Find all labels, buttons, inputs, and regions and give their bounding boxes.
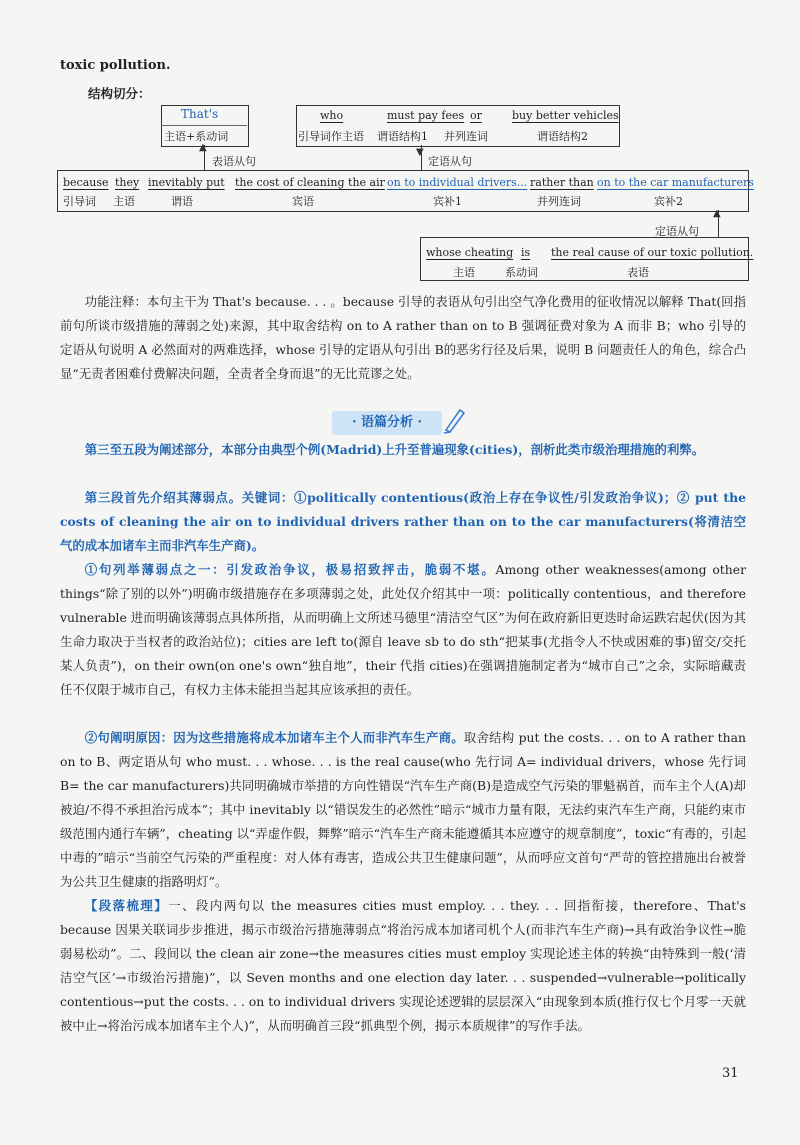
inevitably-put-text: inevitably put — [148, 176, 225, 189]
car-manufacturers-text: on to the car manufacturers — [597, 176, 754, 189]
sentence-1-analysis — [60, 558, 746, 702]
analysis-intro — [60, 438, 746, 462]
who-role: 引导词作主语 — [298, 130, 364, 143]
rather-than-text: rather than — [530, 176, 594, 189]
is-role: 系动词 — [505, 266, 538, 279]
sentence-1-body: Among other weaknesses(among other things“除了别的以外”)明确市级措施存在多项薄弱之处，此处仅介绍其中一项：politically contentious，and therefore vulnerable 进而明确该薄弱点具体所指，从而明确上文所述马德里“清洁空气区”为何在政府新旧更迭时命运跌宕起伏(因为其生命力取决于当权者的政治站位)；cities are left to(源自 leave sb to do sth“把某事(尤指令人不快或困难的事)留交/交托某人负责”)，on their own(on one's own“独自地”，their 代指 cities)在强调措施制定者为“城市自己”之余，实际暗藏责任不仅限于城市自己，有权力主体未能担当起其应该承担的责任。 — [60, 562, 746, 697]
pen-icon — [442, 404, 468, 434]
sentence-2-body: 取舍结构 put the costs. . . on to A rather than on to B、两定语从句 who must. . . whose. . . is the real cause(who 先行词 A= individual drivers，whose 先行词 B= the car manufacturers)共同明确城市举措的方向性错误“汽车生产商(B)是造成空气污染的罪魁祸首，而车主个人(A)却被迫/不得不承担治污成本”；其中 inevitably 以“错误发生的必然性”暗示“城市力量有限，无法约束汽车生产商，只能约束市级范围内通行车辆”，cheating 以“弄虚作假，舞弊”暗示“汽车生产商未能遵循其本应遵守的规章制度”，toxic“有毒的，引起中毒的”暗示“当前空气污染的严重程度：对人体有毒害，造成公共卫生健康问题”，从而呼应文首句“严苛的管控措施出台被誉为公共卫生健康的指路明灯”。 — [60, 730, 747, 889]
label-attributive-clause-1: 定语从句 — [428, 155, 472, 168]
sentence-1-heading: ①句列举薄弱点之一：引发政治争议，极易招致抨击，脆弱不堪。 — [84, 562, 496, 577]
who-text: who — [320, 109, 344, 122]
analysis-intro-text: 第三至五段为阐述部分，本部分由典型个例(Madrid)上升至普遍现象(cities)，剖析此类市级治理措施的利弊。 — [84, 442, 705, 457]
sentence-2-analysis — [60, 726, 746, 894]
because-text: because — [63, 176, 109, 189]
real-cause-role: 表语 — [627, 266, 649, 279]
because-role: 引导词 — [63, 195, 96, 208]
sentence-2-heading: ②句阐明原因：因为这些措施将成本加诸车主个人而非汽车生产商。 — [84, 730, 464, 745]
page-number: 31 — [722, 1066, 739, 1081]
car-manufacturers-role: 宾补2 — [654, 195, 683, 208]
whose-cheating-text: whose cheating — [426, 246, 514, 259]
function-note-text: 功能注释：本句主干为 That's because. . . 。because 引导的表语从句引出空气净化费用的征收情况以解释 That(回指前句所谈市级措施的薄弱之处)来源，其中取舍结构 on to A rather than on to B 强调征费对象为 A 而非 B；who 引导的定语从句说明 A 必然面对的两难选择，whose 引导的定语从句引出 B的恶劣行径及后果，说明 B 问题责任人的角色，综合凸显“无责者困难付费解决问题，全责者全身而退”的无比荒谬之处。 — [60, 294, 746, 381]
whose-role: 主语 — [453, 266, 475, 279]
is-text: is — [521, 246, 531, 259]
summary-body: 一、段内两句以 the measures cities must employ. . . they. . . 回指衔接，therefore、That's because 因果关联词步步推进，揭示市级治污措施薄弱点“将治污成本加诸司机个人(而非汽车生产商)→具有政治争议性→脆弱易松动”。二、段间以 the clean air zone→the measures cities must employ 实现论述主体的转换“由特殊到一般(‘清洁空气区’→市级治污措施)”，以 Seven months and one election day later. . . suspended→vulnerable→politically contentious→put the costs. . . on to individual drivers 实现论述逻辑的层层深入“由现象到本质(推行仅七个月零一天就被中止→将治污成本加诸车主个人)”，从而明确首三段“抓典型个例，揭示本质规律”的写作手法。 — [60, 898, 747, 1033]
buy-better-role: 谓语结构2 — [537, 130, 588, 143]
structure-label: 结构切分： — [88, 86, 151, 101]
paragraph-summary — [60, 894, 746, 1038]
they-role: 主语 — [113, 195, 135, 208]
they-text: they — [115, 176, 140, 189]
keywords-text: 第三段首先介绍其薄弱点。关键词：①politically contentious(政治上存在争议性/引发政治争议)；② put the costs of cleaning the air on to individual drivers rather than on to the car manufacturers(将清洁空气的成本加诸车主而非汽车生产商)。 — [60, 490, 746, 553]
buy-better-text: buy better vehicles — [512, 109, 619, 122]
function-note — [60, 290, 746, 386]
rather-than-role: 并列连词 — [537, 195, 581, 208]
individual-drivers-text: on to individual drivers... — [387, 176, 528, 189]
top-text: toxic pollution. — [60, 58, 171, 73]
individual-drivers-role: 宾补1 — [433, 195, 462, 208]
cost-role: 宾语 — [292, 195, 314, 208]
summary-heading: 【段落梳理】 — [84, 898, 169, 913]
thats-text: That's — [181, 107, 219, 121]
must-pay-text: must pay fees — [387, 109, 465, 122]
or-role: 并列连词 — [444, 130, 488, 143]
inevitably-put-role: 谓语 — [171, 195, 193, 208]
keywords-paragraph — [60, 486, 746, 558]
section-title: · 语篇分析 · — [332, 411, 442, 435]
label-attributive-clause-2: 定语从句 — [655, 225, 699, 238]
cost-of-cleaning-text: the cost of cleaning the air — [235, 176, 385, 189]
must-pay-role: 谓语结构1 — [377, 130, 428, 143]
or-text: or — [470, 109, 482, 122]
thats-role: 主语+系动词 — [164, 130, 229, 143]
real-cause-text: the real cause of our toxic pollution. — [551, 246, 754, 259]
label-predicative-clause: 表语从句 — [212, 155, 256, 168]
